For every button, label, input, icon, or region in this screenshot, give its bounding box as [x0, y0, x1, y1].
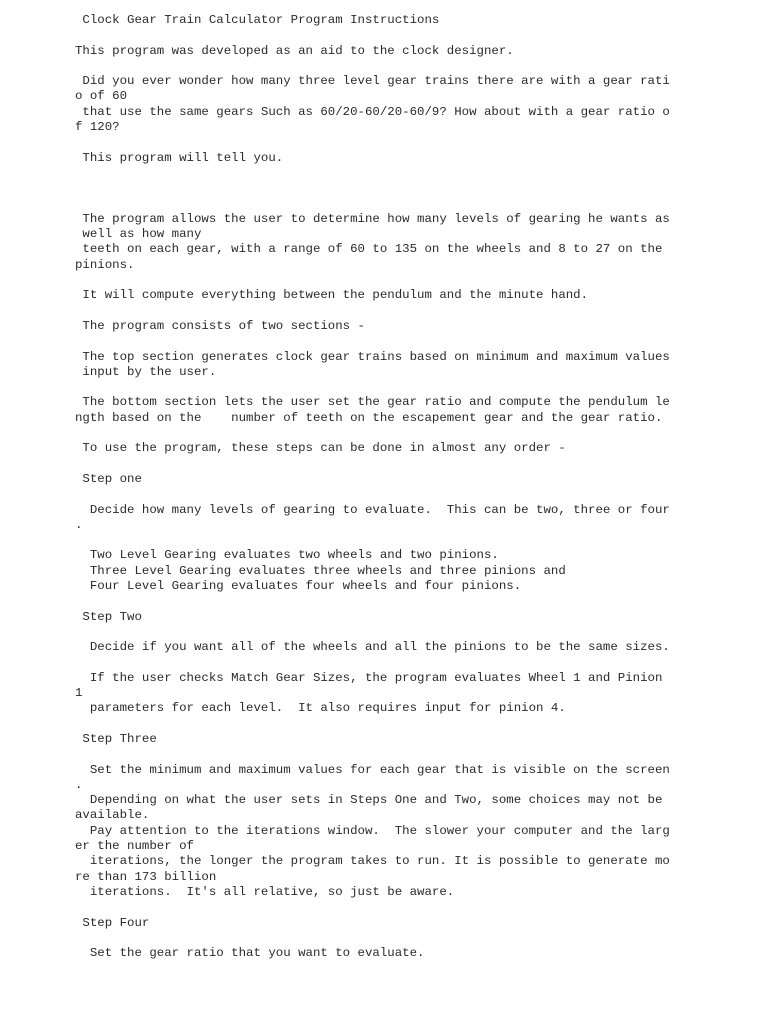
- text-line: Step Two: [75, 609, 142, 624]
- text-line: Did you ever wonder how many three level gear trains there are with a gear rati: [75, 74, 670, 89]
- text-line: o of 60: [75, 89, 128, 104]
- text-line: that use the same gears Such as 60/20-60/20-60/9? How about with a gear ratio o: [75, 104, 670, 119]
- paragraph: [75, 916, 675, 931]
- text-line: teeth on each gear, with a range of 60 to 135 on the wheels and 8 to 27 on the: [75, 242, 663, 257]
- paragraph: [75, 395, 675, 426]
- text-line: The program consists of two sections -: [75, 318, 365, 333]
- text-line: To use the program, these steps can be done in almost any order -: [75, 441, 566, 456]
- text-line: well as how many: [75, 227, 202, 242]
- paragraph: [75, 151, 675, 166]
- paragraph: [75, 288, 675, 303]
- text-line: The bottom section lets the user set the gear ratio and compute the pendulum le: [75, 395, 670, 410]
- paragraph: [75, 503, 675, 534]
- text-line: If the user checks Match Gear Sizes, the program evaluates Wheel 1 and Pinion: [75, 670, 663, 685]
- paragraph: [75, 640, 675, 655]
- paragraph: [75, 946, 675, 961]
- text-line: Step Four: [75, 915, 150, 930]
- text-line: Step Three: [75, 731, 157, 746]
- text-line: This program was developed as an aid to the clock designer.: [75, 43, 514, 58]
- paragraph: [75, 610, 675, 625]
- text-line: The program allows the user to determine how many levels of gearing he wants as: [75, 211, 670, 226]
- text-line: The top section generates clock gear trains based on minimum and maximum values: [75, 349, 670, 364]
- paragraph: [75, 350, 675, 381]
- paragraph: [75, 44, 675, 59]
- paragraph: [75, 763, 675, 901]
- text-line: .: [75, 517, 83, 532]
- text-line: This program will tell you.: [75, 150, 284, 165]
- text-line: 1: [75, 686, 83, 701]
- text-line: [75, 181, 675, 196]
- paragraph: [75, 732, 675, 747]
- paragraph: [75, 13, 675, 28]
- text-line: re than 173 billion: [75, 869, 217, 884]
- text-line: Set the minimum and maximum values for each gear that is visible on the screen: [75, 762, 670, 777]
- document-body: [75, 13, 675, 977]
- text-line: parameters for each level. It also requires input for pinion 4.: [75, 701, 566, 716]
- paragraph: [75, 212, 675, 273]
- text-line: pinions.: [75, 257, 135, 272]
- paragraph: [75, 671, 675, 717]
- text-line: Step one: [75, 471, 142, 486]
- text-line: Clock Gear Train Calculator Program Instructions: [75, 13, 440, 27]
- paragraph: [75, 181, 675, 196]
- text-line: input by the user.: [75, 364, 217, 379]
- text-line: Three Level Gearing evaluates three wheels and three pinions and: [75, 563, 566, 578]
- paragraph: [75, 74, 675, 135]
- paragraph: [75, 441, 675, 456]
- text-line: Four Level Gearing evaluates four wheels and four pinions.: [75, 578, 522, 593]
- paragraph: [75, 319, 675, 334]
- paragraph: [75, 548, 675, 594]
- text-line: Decide how many levels of gearing to evaluate. This can be two, three or four: [75, 502, 670, 517]
- text-line: ngth based on the number of teeth on the escapement gear and the gear ratio.: [75, 410, 663, 425]
- text-line: It will compute everything between the pendulum and the minute hand.: [75, 288, 589, 303]
- text-line: Depending on what the user sets in Steps One and Two, some choices may not be: [75, 793, 663, 808]
- text-line: Pay attention to the iterations window. The slower your computer and the larg: [75, 823, 670, 838]
- text-line: er the number of: [75, 839, 194, 854]
- text-line: f 120?: [75, 120, 120, 135]
- text-line: iterations. It's all relative, so just be aware.: [75, 884, 455, 899]
- text-line: Decide if you want all of the wheels and all the pinions to be the same sizes.: [75, 640, 670, 655]
- text-line: Set the gear ratio that you want to evaluate.: [75, 946, 425, 961]
- text-line: iterations, the longer the program takes to run. It is possible to generate mo: [75, 854, 670, 869]
- text-line: .: [75, 777, 83, 792]
- paragraph: [75, 472, 675, 487]
- text-line: available.: [75, 808, 150, 823]
- text-line: Two Level Gearing evaluates two wheels and two pinions.: [75, 548, 499, 563]
